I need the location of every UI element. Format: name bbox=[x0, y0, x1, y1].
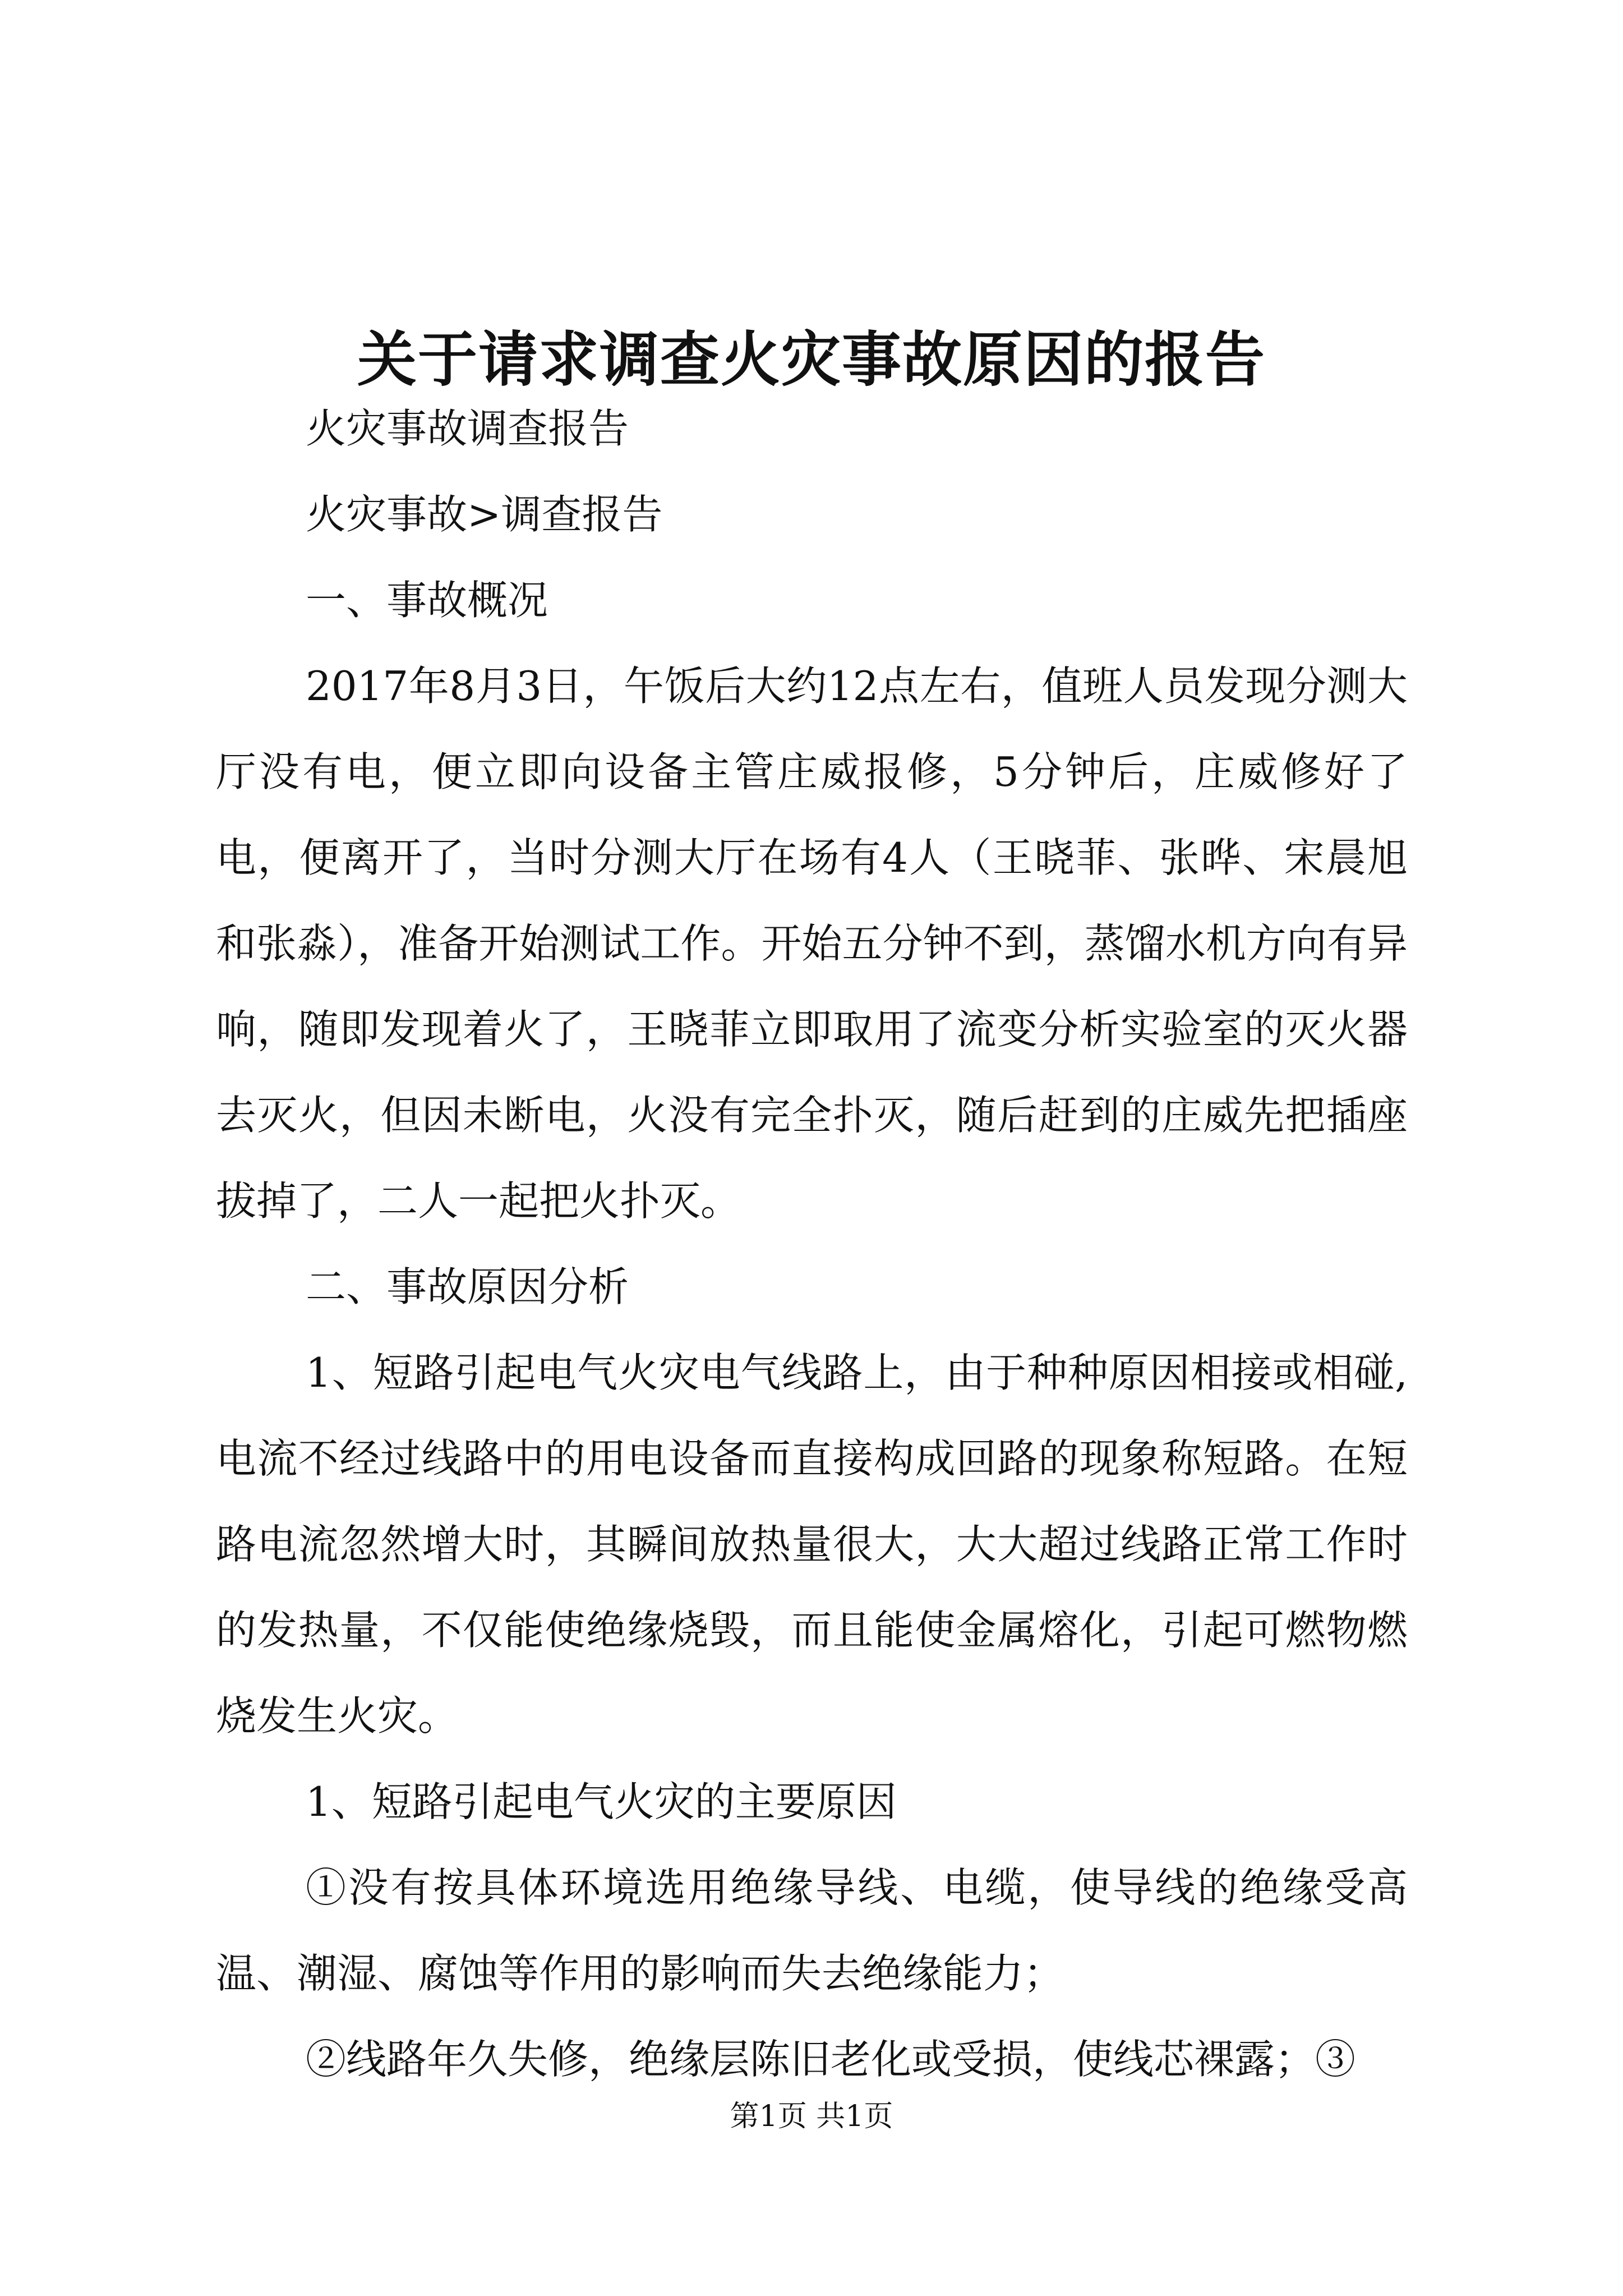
subsection-heading: 1、短路引起电气火灾的主要原因 bbox=[306, 1778, 897, 1825]
paragraph: ②线路年久失修，绝缘层陈旧老化或受损，使线芯裸露；③ bbox=[306, 2036, 1356, 2083]
section-heading: 二、事故原因分析 bbox=[306, 1263, 629, 1310]
paragraph: 火灾事故调查报告 bbox=[306, 405, 629, 452]
paragraph: 2017年8月3日，午饭后大约12点左右，值班人员发现分测大厅没有电，便立即向设备主管庄威报修，5分钟后，庄威修好了电，便离开了，当时分测大厅在场有4人（王晓菲、张晔、宋晨旭和张淼），准备开始测试工作。开始五分钟不到，蒸馏水机方向有异响，随即发现着火了，王晓菲立即取用了流变分析实验室的灭火器去灭火，但因未断电，火没有完全扑灭，随后赶到的庄威先把插座拔掉了，二人一起把火扑灭。 bbox=[216, 662, 1408, 1225]
paragraph: ①没有按具体环境选用绝缘导线、电缆，使导线的绝缘受高温、潮湿、腐蚀等作用的影响而失去绝缘能力； bbox=[216, 1864, 1408, 1997]
page-footer: 第1页 共1页 bbox=[730, 2100, 893, 2133]
document-title: 关于请求调查火灾事故原因的报告 bbox=[357, 324, 1266, 395]
document-body bbox=[216, 386, 1408, 2102]
paragraph: 1、短路引起电气火灾电气线路上，由于种种原因相接或相碰,电流不经过线路中的用电设备而直接构成回路的现象称短路。在短路电流忽然增大时，其瞬间放热量很大，大大超过线路正常工作时的发热量，不仅能使绝缘烧毁，而且能使金属熔化，引起可燃物燃烧发生火灾。 bbox=[216, 1349, 1408, 1740]
paragraph: 火灾事故>调查报告 bbox=[306, 491, 663, 538]
section-heading: 一、事故概况 bbox=[306, 577, 548, 624]
